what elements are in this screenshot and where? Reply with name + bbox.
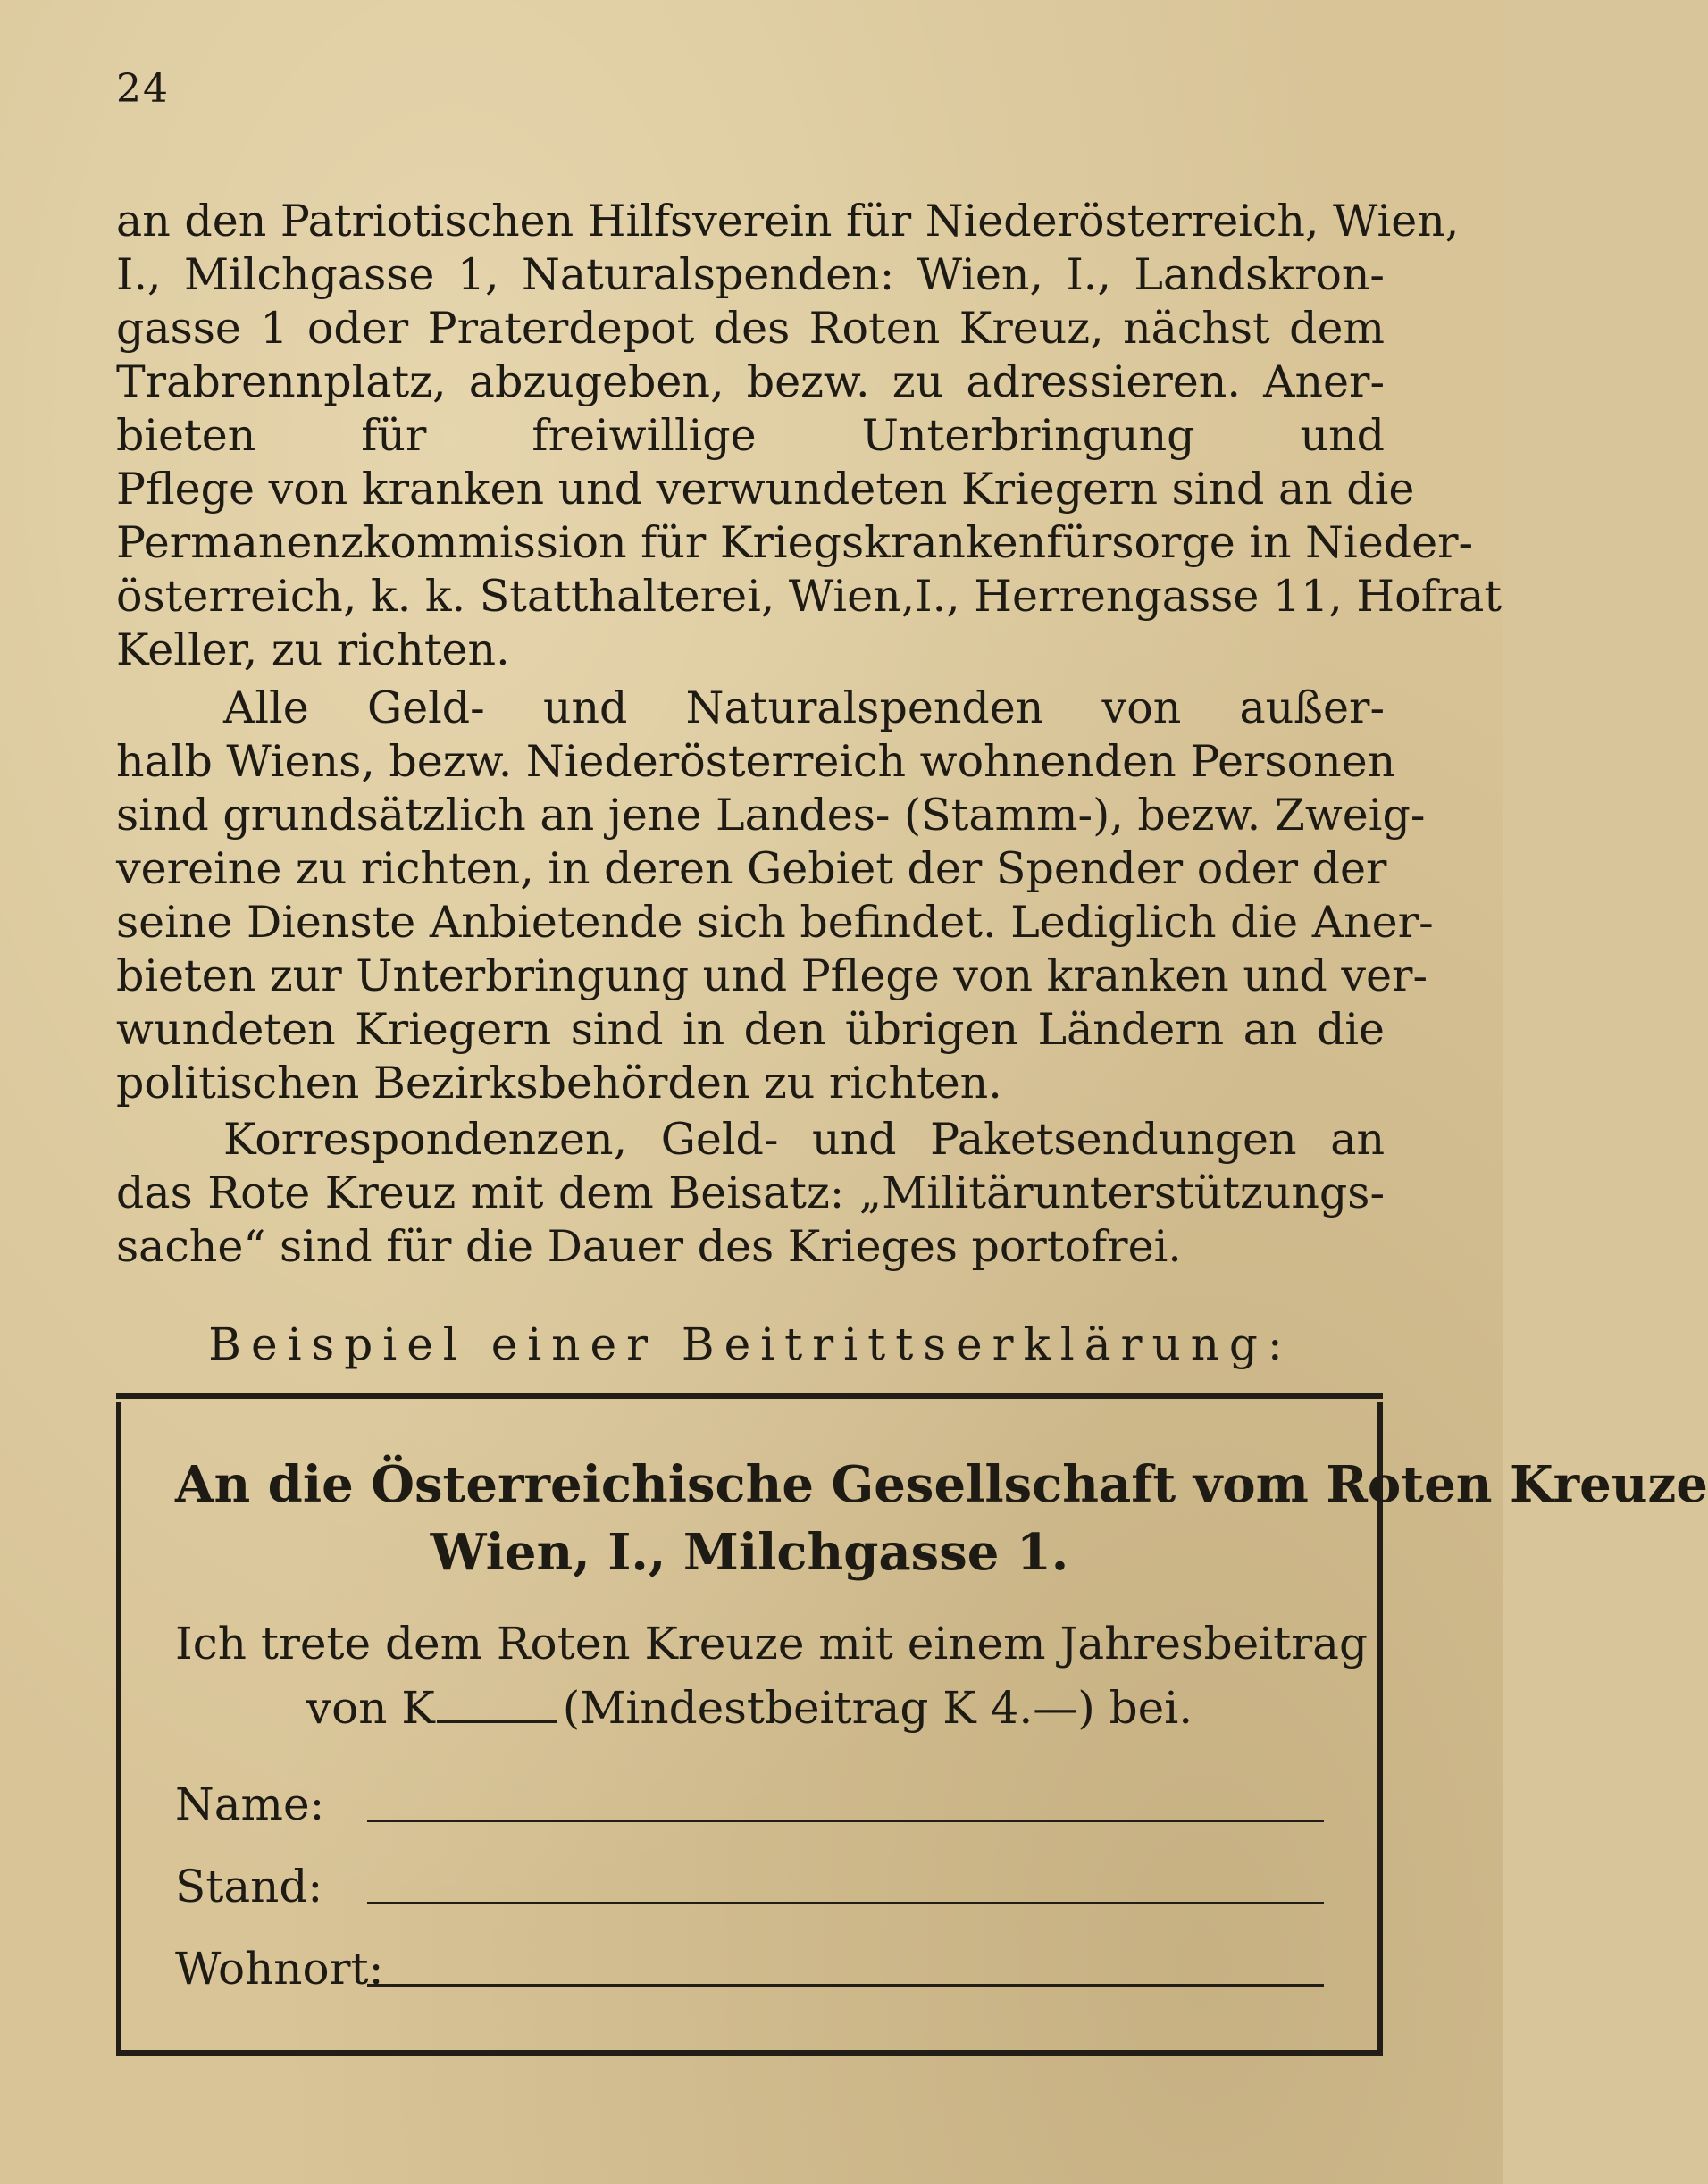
text-line: bieten zur Unterbringung und Pflege von kranken und ver- bbox=[116, 950, 1428, 1001]
text-line: Trabrennplatz, abzugeben, bezw. zu adressieren. Aner- bbox=[116, 356, 1385, 407]
text-line: Keller, zu richten. bbox=[116, 624, 510, 675]
text-line: an den Patriotischen Hilfsverein für Niederösterreich, Wien, bbox=[116, 196, 1460, 247]
paragraph-outside-vienna bbox=[116, 682, 1434, 1110]
stand-blank-line bbox=[367, 1902, 1324, 1904]
form-contribution-line bbox=[175, 1681, 1324, 1735]
text-line: gasse 1 oder Praterdepot des Roten Kreuz, nächst dem bbox=[116, 303, 1385, 354]
name-blank-line bbox=[367, 1820, 1324, 1822]
form-top-rule bbox=[116, 1393, 1383, 1399]
form-title-address: Wien, I., Milchgasse 1. bbox=[430, 1523, 1069, 1582]
form-title-addressee: An die Österreichische Gesellschaft vom Roten Kreuze bbox=[175, 1455, 1708, 1514]
wohnort-label: Wohnort: bbox=[175, 1943, 384, 1995]
text-line: Permanenzkommission für Kriegskrankenfürsorge in Nieder- bbox=[116, 517, 1474, 568]
text-line: wundeten Kriegern sind in den übrigen Ländern an die bbox=[116, 1004, 1385, 1055]
paragraph-patriotic-aid bbox=[116, 195, 1503, 677]
text-line: seine Dienste Anbietende sich befindet. Lediglich die Aner- bbox=[116, 897, 1434, 948]
text-line: bieten für freiwillige Unterbringung und bbox=[116, 410, 1385, 461]
wohnort-blank-line bbox=[367, 1984, 1324, 1987]
text-line: sache“ sind für die Dauer des Krieges portofrei. bbox=[116, 1221, 1182, 1272]
stand-field bbox=[175, 1860, 1324, 1913]
wohnort-field bbox=[175, 1942, 1324, 1996]
text-line: halb Wiens, bezw. Niederösterreich wohnenden Personen bbox=[116, 736, 1396, 787]
example-heading: Beispiel einer Beitrittserklärung: bbox=[208, 1318, 1293, 1370]
text-line: vereine zu richten, in deren Gebiet der Spender oder der bbox=[116, 843, 1387, 894]
contribution-prefix: von K bbox=[306, 1682, 435, 1734]
stand-label: Stand: bbox=[175, 1861, 323, 1912]
text-line: Pflege von kranken und verwundeten Kriegern sind an die bbox=[116, 464, 1415, 515]
membership-form-box bbox=[116, 1402, 1708, 2056]
name-label: Name: bbox=[175, 1778, 325, 1830]
text-line: österreich, k. k. Statthalterei, Wien,I., Herrengasse 11, Hofrat bbox=[116, 571, 1503, 622]
contribution-suffix: (Mindestbeitrag K 4.—) bei. bbox=[562, 1682, 1193, 1734]
text-line: Alle Geld- und Naturalspenden von außer- bbox=[223, 682, 1385, 733]
text-line: I., Milchgasse 1, Naturalspenden: Wien, I., Landskron- bbox=[116, 249, 1385, 300]
page-number: 24 bbox=[116, 66, 170, 112]
form-declaration-line: Ich trete dem Roten Kreuze mit einem Jahresbeitrag bbox=[175, 1618, 1368, 1669]
name-field bbox=[175, 1778, 1324, 1831]
text-line: sind grundsätzlich an jene Landes- (Stamm-), bezw. Zweig- bbox=[116, 790, 1426, 841]
paragraph-correspondence bbox=[116, 1113, 1385, 1274]
text-line: Korrespondenzen, Geld- und Paketsendungen an bbox=[223, 1114, 1385, 1165]
text-line: politischen Bezirksbehörden zu richten. bbox=[116, 1058, 1002, 1109]
contribution-amount-blank bbox=[437, 1685, 557, 1723]
text-line: das Rote Kreuz mit dem Beisatz: „Militärunterstützungs- bbox=[116, 1167, 1385, 1218]
